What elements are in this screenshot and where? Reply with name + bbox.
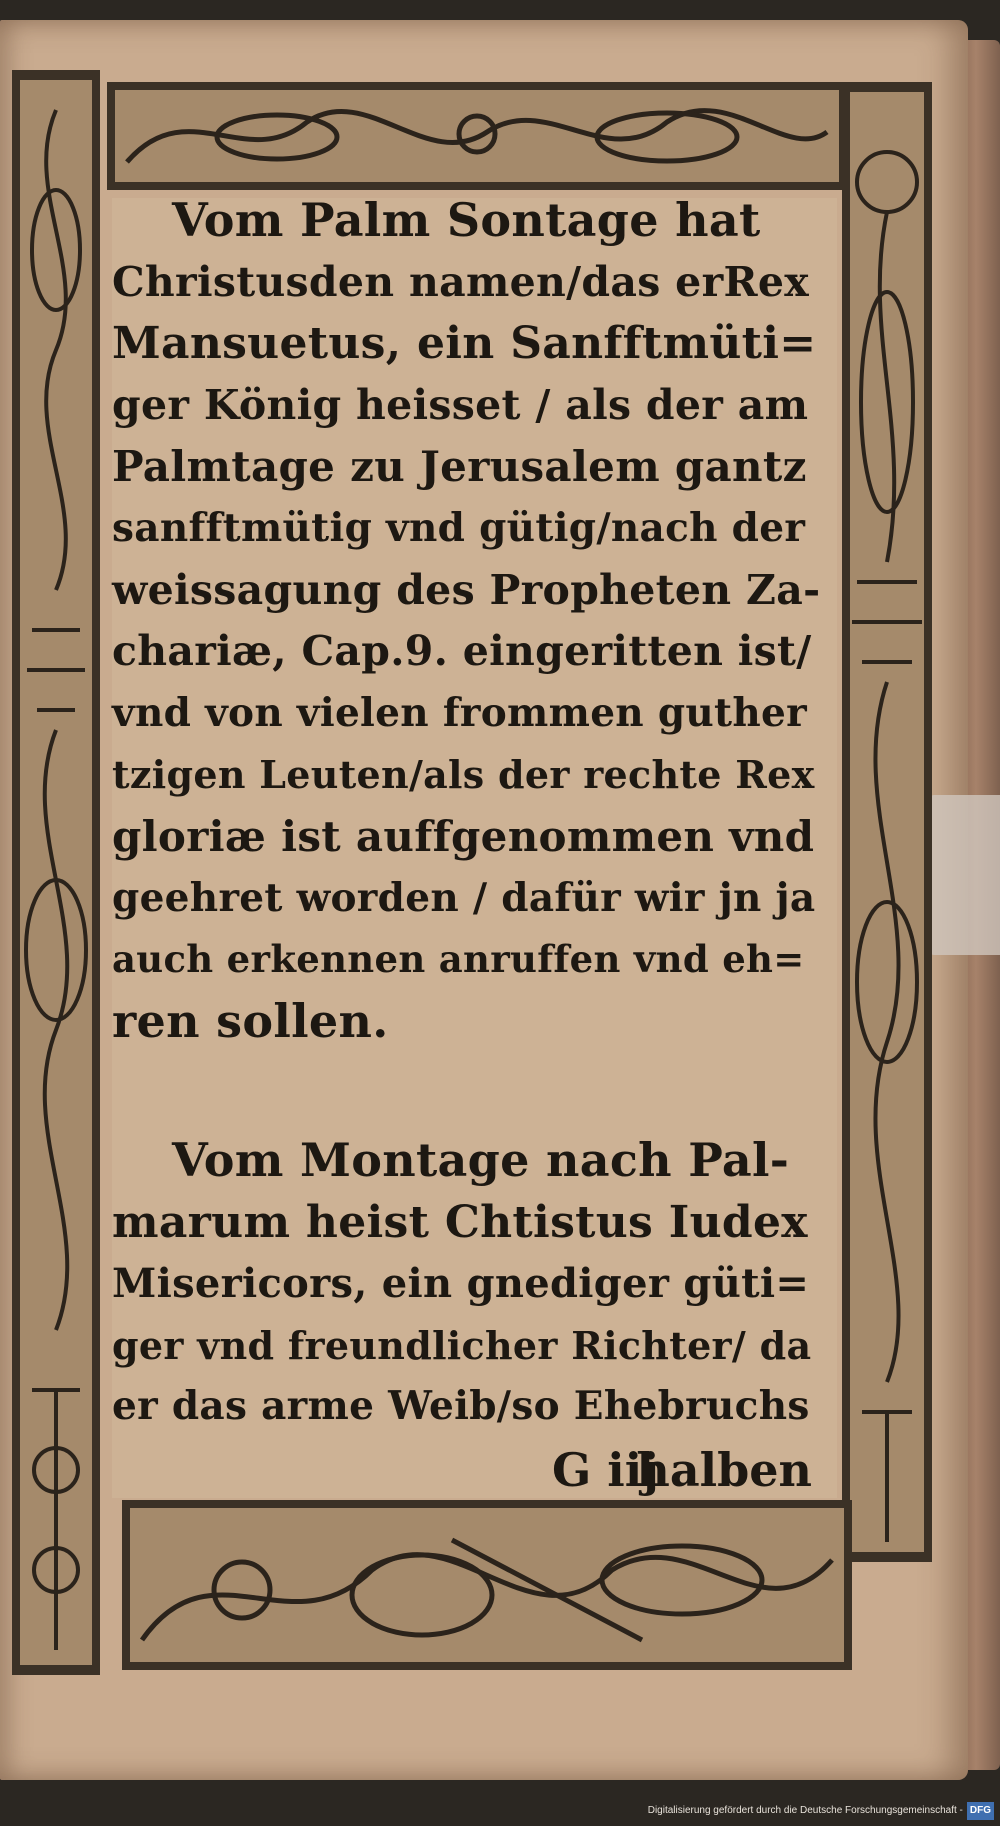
paragraph-monday [112,1130,822,1438]
text-line: marum heist Chtistus Iudex [112,1196,808,1248]
text-line: sanfftmütig vnd gütig/nach der [112,504,806,551]
right-border-ornament [842,82,932,1562]
text-line: ren sollen. [112,993,389,1048]
top-border-ornament [107,82,847,190]
paragraph-palm-sunday [112,190,822,1052]
left-border-ornament [12,70,100,1675]
text-line: Misericors, ein gnediger güti= [112,1260,810,1308]
text-line: Christusden namen/das erRex [112,257,809,306]
text-line: vnd von vielen frommen guther [112,689,807,736]
text-line: Vom Palm Sontage hat [172,193,761,247]
text-line: geehret worden / dafür wir jn ja [112,874,816,921]
credit-text: Digitalisierung gefördert durch die Deutsche Forschungsgemeinschaft - [647,1805,963,1816]
text-line: ger vnd freundlicher Richter/ da [112,1322,812,1368]
signature-mark: G iij [552,1443,659,1497]
paper-slip [930,795,1000,955]
text-line: ger König heisset / als der am [112,380,809,429]
page-footer [112,1443,822,1503]
text-line: Palmtage zu Jerusalem gantz [112,442,807,492]
text-line: Vom Montage nach Pal- [172,1133,790,1187]
catchword: halben [636,1443,812,1497]
text-line: gloriæ ist auffgenommen vnd [112,811,815,861]
text-line: Mansuetus, ein Sanfftmüti= [112,318,817,370]
dfg-logo: DFG [967,1802,994,1820]
text-line: tzigen Leuten/als der rechte Rex [112,752,815,798]
text-line: chariæ, Cap.9. eingeritten ist/ [112,627,812,676]
text-line: er das arme Weib/so Ehebruchs [112,1383,810,1430]
digitization-credit [648,1802,994,1820]
text-line: weissagung des Propheten Za- [112,565,821,614]
bottom-border-ornament [122,1500,852,1670]
text-line: auch erkennen anruffen vnd eh= [112,937,805,982]
